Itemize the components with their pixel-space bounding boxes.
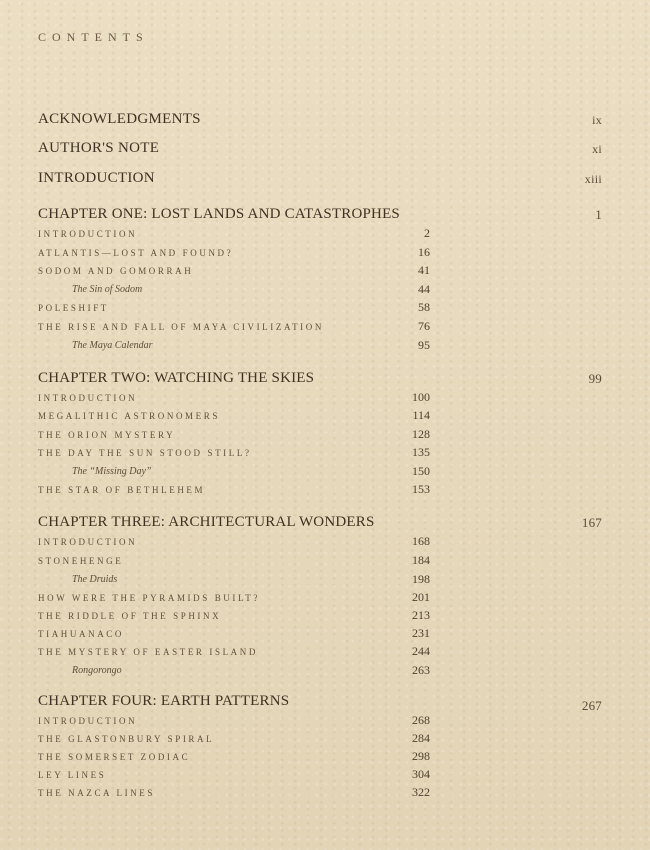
toc-entry-title: POLESHIFT	[38, 303, 109, 313]
toc-subentry-title: The Maya Calendar	[72, 340, 153, 351]
contents-heading: CONTENTS	[38, 30, 149, 44]
toc-entry-page: 244	[412, 644, 430, 658]
toc-subentry-title: Rongorongo	[72, 665, 122, 676]
toc-entry-title: THE GLASTONBURY SPIRAL	[38, 734, 215, 744]
toc-subentry	[38, 284, 430, 295]
chapter-page: 99	[588, 371, 602, 386]
toc-page: xi	[592, 142, 602, 156]
chapter-title: CHAPTER FOUR: EARTH PATTERNS	[38, 693, 290, 709]
chapter-page: 167	[581, 515, 602, 530]
toc-entry	[38, 390, 430, 404]
toc-entry-title: TIAHUANACO	[38, 629, 124, 639]
toc-entry	[38, 626, 430, 640]
toc-front-authors-note	[38, 140, 602, 157]
toc-entry-title: THE ORION MYSTERY	[38, 430, 176, 440]
toc-subentry	[38, 665, 430, 676]
toc-subentry-page: 150	[412, 464, 430, 478]
toc-entry-title: THE MYSTERY OF EASTER ISLAND	[38, 647, 258, 657]
toc-entry	[38, 482, 430, 496]
toc-entry-title: INTRODUCTION	[38, 716, 138, 726]
toc-subentry	[38, 340, 430, 351]
toc-entry	[38, 644, 430, 658]
toc-entry-title: THE RISE AND FALL OF MAYA CIVILIZATION	[38, 322, 324, 332]
toc-entry-page: 213	[412, 608, 430, 622]
toc-entry	[38, 553, 430, 567]
toc-entry-page: 284	[412, 731, 430, 745]
toc-entry	[38, 590, 430, 604]
toc-subentry-page: 263	[412, 663, 430, 677]
toc-entry-page: 76	[418, 319, 430, 333]
toc-front-introduction	[38, 170, 602, 187]
toc-entry-page: 168	[412, 534, 430, 548]
toc-entry	[38, 300, 430, 314]
toc-entry-title: THE NAZCA LINES	[38, 788, 155, 798]
toc-entry-title: THE DAY THE SUN STOOD STILL?	[38, 448, 252, 458]
toc-entry-title: ATLANTIS—LOST AND FOUND?	[38, 248, 234, 258]
toc-subentry-title: The “Missing Day”	[72, 466, 152, 477]
toc-entry-page: 2	[424, 226, 430, 240]
toc-entry-page: 58	[418, 300, 430, 314]
toc-entry	[38, 749, 430, 763]
toc-title: AUTHOR'S NOTE	[38, 140, 160, 156]
toc-entry-page: 322	[412, 785, 430, 799]
toc-entry	[38, 785, 430, 799]
toc-entry-title: INTRODUCTION	[38, 537, 138, 547]
toc-subentry-title: The Druids	[72, 574, 118, 585]
chapter-three-heading	[38, 514, 602, 531]
toc-entry-page: 100	[412, 390, 430, 404]
toc-subentry-page: 198	[412, 572, 430, 586]
chapter-page: 1	[595, 207, 602, 222]
toc-entry-page: 298	[412, 749, 430, 763]
chapter-title: CHAPTER TWO: WATCHING THE SKIES	[38, 370, 315, 386]
chapter-title: CHAPTER THREE: ARCHITECTURAL WONDERS	[38, 514, 375, 530]
toc-entry-page: 201	[412, 590, 430, 604]
toc-page: ix	[592, 113, 602, 127]
toc-subentry	[38, 466, 430, 477]
toc-entry-title: THE RIDDLE OF THE SPHINX	[38, 611, 222, 621]
toc-entry-page: 304	[412, 767, 430, 781]
toc-subentry-page: 44	[418, 282, 430, 296]
toc-entry-page: 16	[418, 245, 430, 259]
toc-entry	[38, 731, 430, 745]
toc-entry	[38, 445, 430, 459]
toc-entry-title: LEY LINES	[38, 770, 107, 780]
toc-entry	[38, 226, 430, 240]
toc-entry	[38, 534, 430, 548]
toc-title: ACKNOWLEDGMENTS	[38, 111, 201, 127]
toc-entry	[38, 713, 430, 727]
toc-entry-title: MEGALITHIC ASTRONOMERS	[38, 411, 220, 421]
toc-entry	[38, 408, 430, 422]
toc-entry	[38, 245, 430, 259]
toc-entry-page: 41	[418, 263, 430, 277]
toc-entry	[38, 263, 430, 277]
toc-entry-title: INTRODUCTION	[38, 229, 138, 239]
toc-front-acknowledgments	[38, 111, 602, 128]
toc-entry-page: 128	[412, 427, 430, 441]
toc-entry-page: 184	[412, 553, 430, 567]
chapter-title: CHAPTER ONE: LOST LANDS AND CATASTROPHES	[38, 206, 400, 222]
toc-entry-page: 135	[412, 445, 430, 459]
toc-subentry-title: The Sin of Sodom	[72, 284, 143, 295]
toc-entry	[38, 608, 430, 622]
toc-page: xiii	[584, 172, 602, 186]
toc-entry	[38, 427, 430, 441]
toc-subentry-page: 95	[418, 338, 430, 352]
toc-entry-page: 231	[412, 626, 430, 640]
toc-entry	[38, 319, 430, 333]
chapter-one-heading	[38, 206, 602, 223]
chapter-four-heading	[38, 693, 602, 713]
toc-entry-title: THE STAR OF BETHLEHEM	[38, 485, 206, 495]
toc-entry-page: 268	[412, 713, 430, 727]
chapter-two-heading	[38, 370, 602, 387]
toc-entry-title: STONEHENGE	[38, 556, 124, 566]
toc-entry-page: 153	[412, 482, 430, 496]
toc-entry-title: HOW WERE THE PYRAMIDS BUILT?	[38, 593, 260, 603]
toc-subentry	[38, 574, 430, 585]
toc-entry-title: INTRODUCTION	[38, 393, 138, 403]
toc-entry-title: THE SOMERSET ZODIAC	[38, 752, 191, 762]
toc-title: INTRODUCTION	[38, 170, 155, 186]
toc-entry-page: 114	[412, 408, 430, 422]
chapter-page: 267	[581, 698, 602, 713]
toc-entry	[38, 767, 430, 781]
toc-entry-title: SODOM AND GOMORRAH	[38, 266, 194, 276]
